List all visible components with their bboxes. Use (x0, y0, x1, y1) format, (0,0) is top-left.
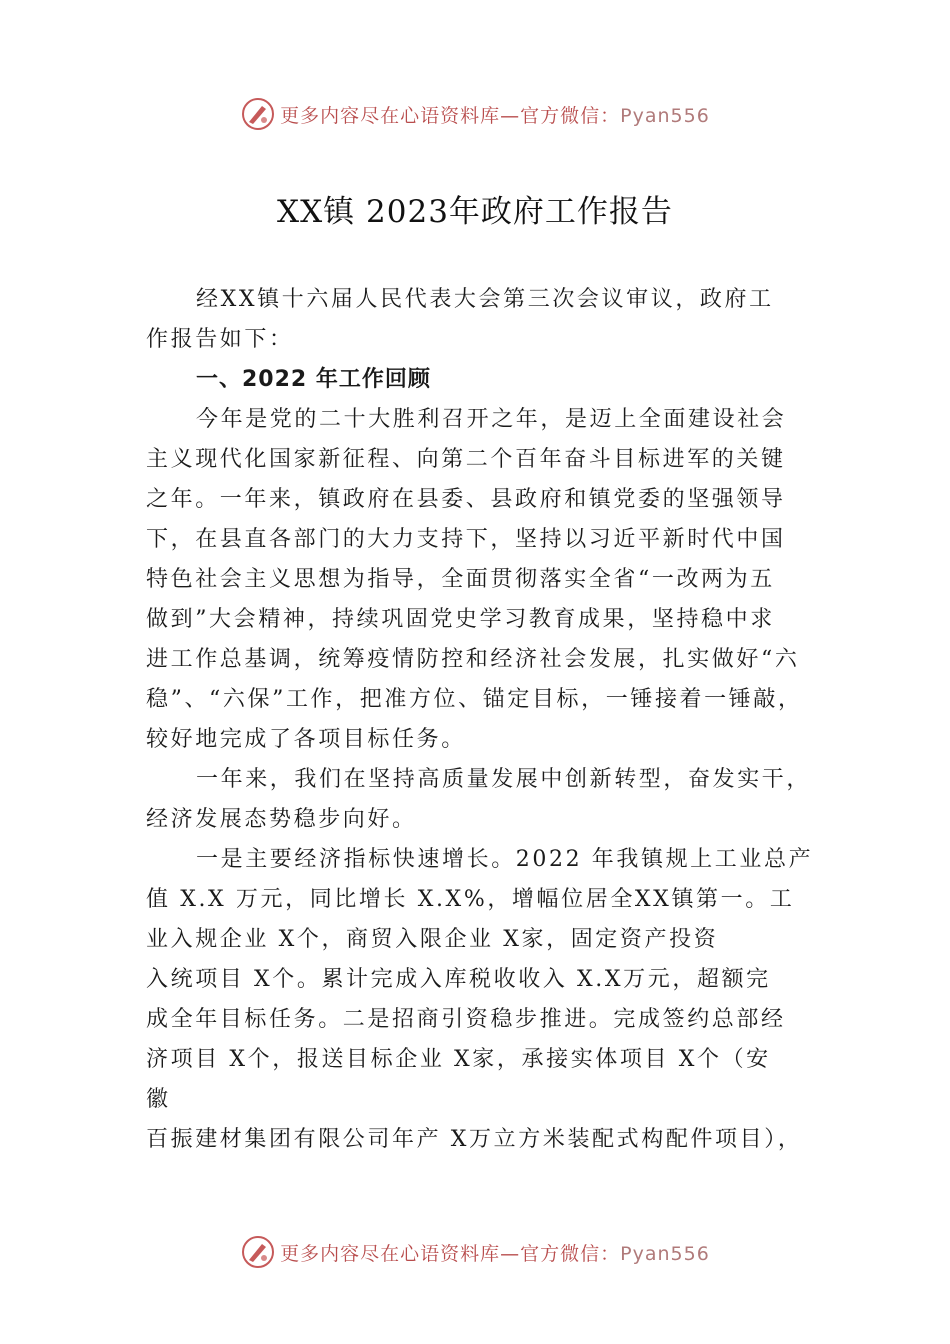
banner-text: 更多内容尽在心语资料库—官方微信：Pyan556 (280, 104, 710, 127)
paragraph-line: 经XX镇十六届人民代表大会第三次会议审议，政府工 (196, 287, 774, 312)
section-heading: 一、2022 年工作回顾 (196, 367, 431, 392)
document-body (146, 280, 826, 1160)
paragraph-line: 入统项目 X个。累计完成入库税收收入 X.X万元，超额完 (146, 967, 771, 992)
paragraph-line: 值 X.X 万元，同比增长 X.X%，增幅位居全XX镇第一。工 (146, 887, 795, 912)
paragraph-line: 之年。一年来，镇政府在县委、县政府和镇党委的坚强领导 (146, 487, 786, 512)
paragraph-line: 较好地完成了各项目标任务。 (146, 727, 466, 752)
header-banner (0, 94, 950, 134)
paragraph-line: 特色社会主义思想为指导，全面贯彻落实全省“一改两为五 (146, 567, 775, 592)
paragraph-line: 进工作总基调，统筹疫情防控和经济社会发展，扎实做好“六 (146, 647, 800, 672)
paragraph-line: 一是主要经济指标快速增长。2022 年我镇规上工业总产 (196, 847, 814, 872)
paragraph-line: 今年是党的二十大胜利召开之年，是迈上全面建设社会 (196, 407, 787, 432)
paragraph-line: 一年来，我们在坚持高质量发展中创新转型，奋发实干， (196, 767, 812, 792)
wechat-id: Pyan556 (620, 1242, 710, 1265)
document-title: XX镇 2023年政府工作报告 (277, 194, 673, 230)
paragraph-line: 百振建材集团有限公司年产 X万立方米装配式构配件项目）， (146, 1127, 803, 1152)
paragraph-line: 成全年目标任务。二是招商引资稳步推进。完成签约总部经 (146, 1007, 786, 1032)
paragraph-line: 稳”、“六保”工作，把准方位、锚定目标，一锤接着一锤敲， (146, 687, 803, 712)
paragraph-line: 下，在县直各部门的大力支持下，坚持以习近平新时代中国 (146, 527, 786, 552)
wechat-id: Pyan556 (620, 104, 710, 127)
banner-text: 更多内容尽在心语资料库—官方微信：Pyan556 (280, 1242, 710, 1265)
paragraph-line: 业入规企业 X个，商贸入限企业 X家，固定资产投资 (146, 927, 719, 952)
paragraph-line: 徽 (146, 1087, 171, 1112)
paragraph-line: 经济发展态势稳步向好。 (146, 807, 417, 832)
logo-icon (240, 1234, 276, 1270)
paragraph-line: 作报告如下： (146, 327, 294, 352)
paragraph-line: 做到”大会精神，持续巩固党史学习教育成果，坚持稳中求 (146, 607, 775, 632)
footer-banner (0, 1232, 950, 1272)
paragraph-line: 济项目 X个，报送目标企业 X家，承接实体项目 X个（安 (146, 1047, 771, 1072)
paragraph-line: 主义现代化国家新征程、向第二个百年奋斗目标进军的关键 (146, 447, 786, 472)
logo-icon (240, 96, 276, 132)
